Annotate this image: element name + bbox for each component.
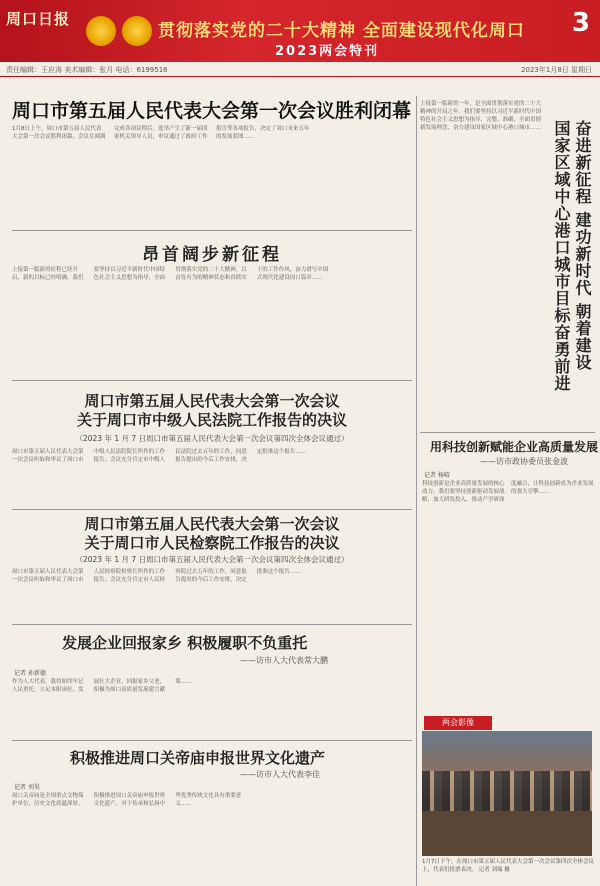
banner-subtitle: 2023两会特刊 bbox=[275, 44, 380, 59]
article-new-journey-body: 上接第一版新的征程已经开启，新的目标已经明确。我们要坚持以习近平新时代中国特色社会主义思想为指导，全面贯彻落实党的二十大精神，以奋发有为的精神状态和真抓实干的工作作风，奋力谱写中国式现代化建设周口篇章…… bbox=[12, 267, 329, 281]
article-closing-body: 1月8日上午，周口市第五届人民代表大会第一次会议胜利闭幕。会议在圆满完成各项议程后，选举产生了新一届国家机关领导人员，审议通过了政府工作报告等各项报告，决定了周口未来五年的发展蓝图…… bbox=[12, 126, 310, 140]
headline-new-journey: 昂首阔步新征程 bbox=[142, 245, 282, 265]
article-procuratorate-body: 周口市第五届人民代表大会第一次会议听取和审议了周口市人民检察院检察长所作的工作报告。会议充分肯定市人民检察院过去五年的工作，同意报告提出的今后工作安排，决定批准这个报告…… bbox=[12, 569, 301, 583]
continued-tag: 上接第一版 bbox=[420, 101, 448, 107]
national-emblem-icon bbox=[86, 16, 116, 46]
issue-date: 2023年1月8日 星期日 bbox=[521, 66, 592, 74]
headline-court-resolution: 周口市第五届人民代表大会第一次会议 关于周口市中级人民法院工作报告的决议 bbox=[76, 392, 347, 429]
headline-closing: 周口市第五届人民代表大会第一次会议胜利闭幕 bbox=[12, 100, 412, 122]
cppcc-emblem-icon bbox=[122, 16, 152, 46]
vertical-headline-col1: 国家区域中心港口城市目标奋勇前进 bbox=[552, 120, 571, 392]
continued-tag: 上接第一版 bbox=[12, 267, 40, 273]
paper-logo: 周口日报 bbox=[6, 10, 71, 28]
delegates-figure bbox=[422, 771, 592, 811]
article-court-body: 周口市第五届人民代表大会第一次会议听取和审议了周口市中级人民法院院长所作的工作报告。会议充分肯定市中级人民法院过去五年的工作，同意报告提出的今后工作安排，决定批准这个报告…… bbox=[12, 449, 307, 463]
resolution-note: （2023 年 1 月 7 日周口市第五届人民代表大会第一次会议第四次全体会议通过） bbox=[75, 434, 349, 443]
edition-info-line bbox=[0, 64, 600, 77]
banner-slogan: 贯彻落实党的二十大精神 全面建设现代化周口 bbox=[158, 21, 525, 41]
photo-caption: 1月7日下午，在周口市第五届人民代表大会第一次会议第四次全体会议上，代表们投票表决。 记者 刘瑞 摄 bbox=[422, 859, 595, 873]
page-number: 3 bbox=[571, 8, 590, 38]
author-tag: 记者 杨晴 bbox=[424, 472, 450, 479]
divider bbox=[12, 230, 412, 231]
right-column-body: 上接第一版新的一年，是全面贯彻落实党的二十大精神的开局之年。我们要坚持以习近平新时代中国特色社会主义思想为指导，完整、准确、全面贯彻新发展理念，奋力建设国家区域中心港口城市…… bbox=[420, 101, 542, 131]
session-voting-photo bbox=[422, 731, 592, 856]
article-guandi-body: 周口关帝庙是全国重点文物保护单位，历史文化底蕴深厚。积极推进周口关帝庙申报世界文化遗产，对于传承和弘扬中华优秀传统文化具有重要意义…… bbox=[12, 793, 242, 807]
divider bbox=[12, 740, 412, 741]
article-enterprise-body: 作为人大代表，我将始终牢记人民重托，立足本职岗位，发展壮大企业，回报家乡父老，积极为周口高质量发展建言献策…… bbox=[12, 679, 192, 693]
vertical-headline-col2: 奋进新征程 建功新时代 朝着建设 bbox=[573, 120, 592, 372]
author-tag: 记者 刘昊 bbox=[14, 784, 40, 791]
divider bbox=[12, 509, 412, 510]
editor-info: 责任编辑：王应涛 美术编辑：张月 电话：6199516 bbox=[6, 66, 168, 74]
masthead-banner bbox=[0, 0, 600, 62]
interview-byline: ——访市政协委员张金波 bbox=[480, 457, 568, 466]
resolution-note: （2023 年 1 月 7 日周口市第五届人民代表大会第一次会议第四次全体会议通过） bbox=[75, 555, 349, 564]
divider bbox=[12, 380, 412, 381]
divider bbox=[12, 624, 412, 625]
column-divider bbox=[416, 96, 417, 886]
headline-procuratorate-resolution: 周口市第五届人民代表大会第一次会议 关于周口市人民检察院工作报告的决议 bbox=[84, 515, 340, 552]
headline-tech-innovation: 用科技创新赋能企业高质量发展 bbox=[430, 440, 599, 454]
interview-byline: ——访市人大代表常大鹏 bbox=[240, 656, 328, 665]
divider bbox=[420, 432, 595, 433]
author-tag: 记者 孙新德 bbox=[14, 670, 46, 677]
article-tech-body: 科技创新是企业高质量发展的核心动力。我们要坚持创新驱动发展战略，加大研发投入，推动产学研深度融合，让科技创新成为企业发展的强大引擎…… bbox=[422, 481, 594, 503]
photo-section-tag: 两会影像 bbox=[424, 716, 492, 730]
headline-guandi-temple: 积极推进周口关帝庙申报世界文化遗产 bbox=[70, 749, 326, 767]
interview-byline: ——访市人大代表李佳 bbox=[240, 770, 320, 779]
desk-figure bbox=[422, 811, 592, 856]
headline-enterprise: 发展企业回报家乡 积极履职不负重托 bbox=[62, 634, 308, 652]
